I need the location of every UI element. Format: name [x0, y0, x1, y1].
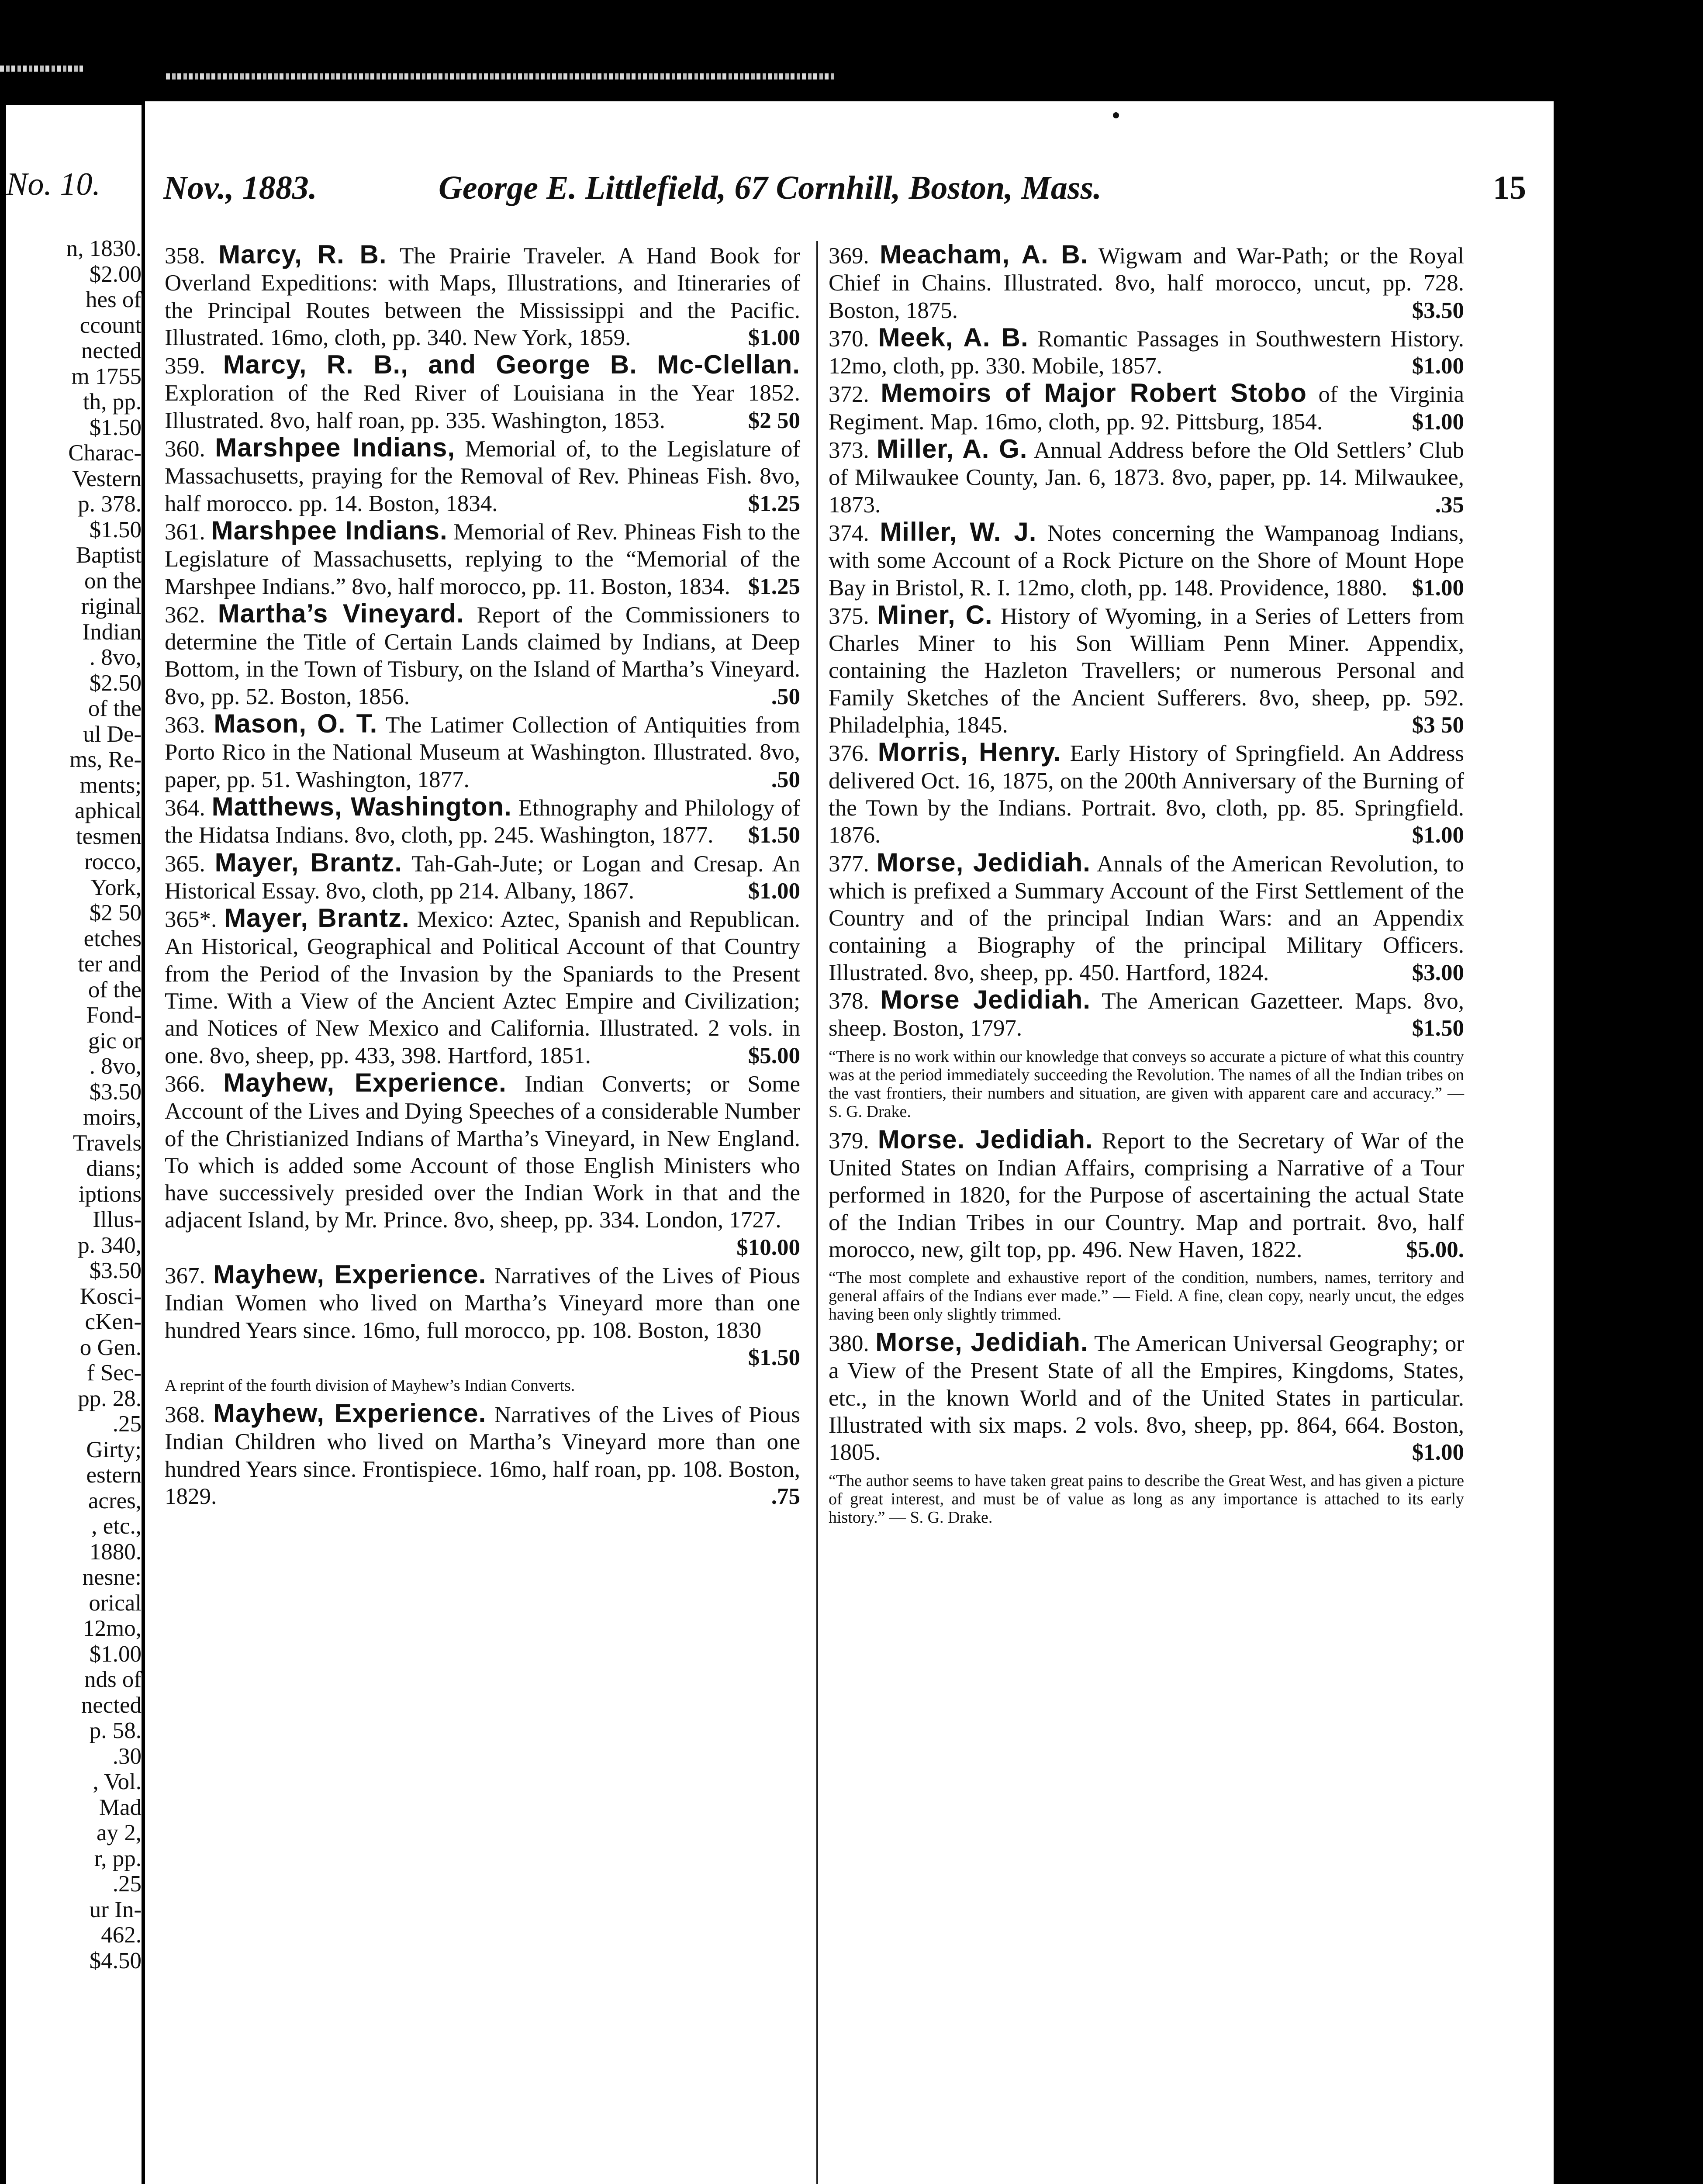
previous-page-line: $1.00: [89, 1641, 142, 1667]
previous-page-line: cKen-: [85, 1309, 142, 1334]
entry-price: $1.00: [1412, 822, 1464, 848]
previous-page-line: tesmen: [76, 823, 142, 849]
entry-price: .50: [771, 684, 800, 709]
previous-page-line: ay 2,: [96, 1820, 142, 1845]
entry-title: Matthews, Washington.: [211, 791, 512, 821]
previous-page-line: moirs,: [83, 1105, 142, 1130]
previous-page-line: p. 378.: [78, 491, 142, 517]
previous-page-header: No. 10.: [6, 166, 100, 202]
entry-description: Mexico: Aztec, Spanish and Republican. An Historical, Geographical and Political Account of that Country from the Period of the Invasion by the Spaniards to the Present Time. With a View of the Ancient Aztec Empire and Civilization; and Notices of New Mexico and California. Illustrated. 2 vols. in one. 8vo, sheep, pp. 433, 398. Hartford, 1851.: [165, 907, 800, 1068]
entry-description: The American Universal Geography; or a View of the Present State of all the Empires, Kingdoms, States, etc., in the known World and of the United States in particular. Illustrated with six maps. 2 vols. 8vo, sheep, pp. 864, 664. Boston, 1805.: [829, 1331, 1464, 1465]
entry-note: “There is no work within our knowledge that conveys so accurate a picture of what this country was at the period immediately succeeding the Revolution. The names of all the Indian tribes on the vast frontiers, their numbers and situation, are given with apparent care and accuracy.” — S. G. Drake.: [829, 1047, 1464, 1121]
entry-number: 365*.: [165, 907, 217, 933]
previous-page-line: gic or: [88, 1028, 142, 1054]
previous-page-line: Girty;: [86, 1437, 142, 1462]
catalog-entry: [165, 905, 800, 1069]
catalog-entry: [829, 1126, 1464, 1263]
entry-title: Morse. Jedidiah.: [877, 1124, 1093, 1154]
entry-number: 362.: [165, 602, 205, 628]
previous-page-line: n, 1830.: [66, 236, 142, 261]
entry-description: Tah-Gah-Jute; or Logan and Cresap. An Historical Essay. 8vo, cloth, pp 214. Albany, 1867.: [165, 851, 800, 904]
entry-description: History of Wyoming, in a Series of Letters from Charles Miner to his Son William Penn Miner. Appendix, containing the Hazleton Travellers; or numerous Personal and Family Sketches of the Ancient Sufferers. 8vo, sheep, pp. 592. Philadelphia, 1845.: [829, 603, 1464, 738]
page-header: [163, 169, 1526, 213]
catalog-entry: [829, 849, 1464, 986]
catalog-entry: [165, 1400, 800, 1510]
entry-number: 367.: [165, 1263, 205, 1289]
entry-number: 373.: [829, 438, 869, 463]
previous-page-line: Indian: [82, 619, 142, 645]
previous-page-line: f Sec-: [86, 1360, 142, 1386]
catalog-entry: [829, 518, 1464, 601]
entry-title: Mayhew, Experience.: [213, 1259, 487, 1289]
left-column: [165, 241, 800, 1510]
previous-page-line: ms, Re-: [69, 747, 142, 772]
entry-number: 370.: [829, 326, 869, 352]
entry-description: Report to the Secretary of War of the United States on Indian Affairs, comprising a Narrative of a Tour performed in 1820, for the Purpose of ascertaining the actual State of the Indian Tribes in our Country. Map and portrait. 8vo, half morocco, new, gilt top, pp. 496. New Haven, 1822.: [829, 1128, 1464, 1262]
entry-title: Morse, Jedidiah.: [875, 1327, 1088, 1357]
entry-number: 369.: [829, 243, 869, 269]
previous-page-line: ccount: [79, 312, 142, 338]
previous-page-line: , Vol.: [93, 1769, 142, 1794]
entry-title: Martha’s Vineyard.: [218, 598, 464, 628]
entry-price: $3 50: [1412, 712, 1464, 738]
previous-page-line: 1880.: [89, 1539, 142, 1565]
previous-page-line: on the: [84, 568, 142, 594]
entry-description: Narratives of the Lives of Pious Indian Women who lived on Martha’s Vineyard more than one hundred Years since. 16mo, full morocco, pp. 108. Boston, 1830: [165, 1263, 800, 1343]
entry-title: Marcy, R. B.: [218, 240, 387, 269]
header-publisher: George E. Littlefield, 67 Cornhill, Boston, Mass.: [439, 169, 1102, 206]
previous-page-line: , etc.,: [91, 1514, 142, 1539]
entry-price: .35: [1435, 492, 1464, 518]
previous-page-line: . 8vo,: [89, 1054, 142, 1079]
entry-description: Report of the Commissioners to determine the Title of Certain Lands claimed by Indians, at Deep Bottom, in the Town of Tisbury, on the Island of Martha’s Vineyard. 8vo, pp. 52. Boston, 1856.: [165, 602, 800, 709]
previous-page-line: $1.50: [89, 517, 142, 543]
catalog-entry: [165, 710, 800, 793]
entry-price: $3.50: [1412, 297, 1464, 323]
entry-price: $1.50: [748, 822, 800, 848]
entry-price: $1.00: [1412, 353, 1464, 379]
catalog-entry: [165, 1261, 800, 1371]
catalog-entry: [829, 380, 1464, 435]
previous-page-line: $2.50: [89, 670, 142, 696]
entry-description: Notes concerning the Wampanoag Indians, with some Account of a Rock Picture on the Shore of Mount Hope Bay in Bristol, R. I. 12mo, cloth, pp. 148. Providence, 1880.: [829, 520, 1465, 601]
previous-page-line: 462.: [101, 1922, 142, 1948]
page-number: 15: [1493, 169, 1526, 206]
previous-page-line: Mad: [99, 1794, 142, 1820]
catalog-entry: [165, 793, 800, 849]
entry-number: 372.: [829, 382, 869, 408]
previous-page-line: .25: [112, 1411, 142, 1437]
entry-number: 376.: [829, 741, 869, 767]
catalog-entry: [165, 600, 800, 710]
previous-page-line: ul De-: [83, 721, 142, 747]
entry-note: “The most complete and exhaustive report of the condition, numbers, names, territory and general affairs of the Indians ever made.” — Field. A fine, clean copy, nearly uncut, the edges having been only slightly trimmed.: [829, 1268, 1464, 1324]
entry-description: The Prairie Traveler. A Hand Book for Overland Expeditions: with Maps, Illustrations, and Itineraries of the Principal Routes between the Mississippi and the Pacific. Illustrated. 16mo, cloth, pp. 340. New York, 1859.: [165, 243, 801, 350]
entry-price: $2 50: [748, 408, 800, 433]
entry-description: Wigwam and War-Path; or the Royal Chief in Chains. Illustrated. 8vo, half morocco, uncut, pp. 728. Boston, 1875.: [829, 243, 1465, 323]
catalog-entry: [165, 241, 800, 351]
entry-description: Romantic Passages in Southwestern History. 12mo, cloth, pp. 330. Mobile, 1857.: [829, 326, 1465, 379]
entry-description: The American Gazetteer. Maps. 8vo, sheep. Boston, 1797.: [829, 988, 1465, 1041]
entry-price: $1.50: [1412, 1016, 1464, 1041]
entry-title: Marcy, R. B., and George B. Mc-Clellan.: [223, 350, 800, 380]
entry-price: $5.00: [748, 1043, 800, 1068]
previous-page-line: p. 58.: [89, 1718, 142, 1743]
header-date: Nov., 1883.: [163, 169, 317, 206]
catalog-entry: [829, 435, 1464, 518]
entry-title: Morse, Jedidiah.: [876, 847, 1091, 877]
entry-title: Meacham, A. B.: [880, 240, 1088, 269]
previous-page-line: dians;: [86, 1156, 142, 1181]
previous-page-line: 12mo,: [83, 1616, 142, 1641]
previous-page-line: nds of: [84, 1667, 142, 1692]
previous-page-line: York,: [90, 874, 142, 900]
entry-title: Morris, Henry.: [877, 737, 1061, 767]
previous-page-line: $4.50: [89, 1948, 142, 1973]
previous-page-line: Travels: [73, 1130, 142, 1156]
previous-page-line: Charac-: [68, 440, 142, 466]
entry-price: $1.00: [1412, 1440, 1464, 1465]
entry-description: Exploration of the Red River of Louisiana in the Year 1852. Illustrated. 8vo, half roan, pp. 335. Washington, 1853.: [165, 380, 800, 433]
scan-artifact: [166, 73, 834, 79]
previous-page-line: Kosci-: [79, 1283, 142, 1309]
ink-dot: [1113, 112, 1119, 118]
entry-title: Mason, O. T.: [214, 709, 378, 739]
entry-number: 366.: [165, 1071, 205, 1097]
entry-title: Miller, A. G.: [876, 434, 1028, 464]
previous-page-line: hes of: [85, 287, 142, 312]
entry-price: $1.00: [748, 325, 800, 350]
catalog-page: [145, 101, 1554, 2184]
entry-description: Indian Converts; or Some Account of the Lives and Dying Speeches of a considerable Number of the Christianized Indians of Martha’s Vineyard, in New England. To which is added some Account of those English Ministers who have successively presided over the Indian Work in that and the adjacent Island, by Mr. Prince. 8vo, sheep, pp. 334. London, 1727.: [165, 1071, 801, 1233]
previous-page-line: ments;: [79, 772, 142, 798]
previous-page-strip: [6, 105, 142, 2184]
previous-page-line: p. 340,: [78, 1232, 142, 1258]
entry-note: A reprint of the fourth division of Mayhew’s Indian Converts.: [165, 1376, 575, 1395]
previous-page-line: estern: [86, 1462, 142, 1488]
entry-price: $10.00: [736, 1234, 800, 1260]
entry-number: 378.: [829, 988, 869, 1014]
previous-page-line: $3.50: [89, 1079, 142, 1105]
entry-title: Miller, W. J.: [880, 517, 1037, 546]
entry-number: 364.: [165, 795, 205, 821]
previous-page-line: $2.00: [89, 261, 142, 287]
entry-price: $1.25: [748, 574, 800, 599]
previous-page-line: nected: [81, 1692, 142, 1718]
entry-number: 379.: [829, 1128, 869, 1154]
previous-page-line: . 8vo,: [89, 645, 142, 670]
previous-page-column: [6, 236, 142, 1973]
entry-price: $1.00: [1412, 409, 1464, 435]
entry-description: Early History of Springfield. An Address delivered Oct. 16, 1875, on the 200th Anniversary of the Burning of the Town by the Indians. Portrait. 8vo, cloth, pp. 85. Springfield. 1876.: [829, 741, 1465, 848]
entry-number: 368.: [165, 1402, 205, 1428]
entry-number: 360.: [165, 436, 205, 462]
previous-page-line: nected: [81, 338, 142, 363]
entry-description: Annual Address before the Old Settlers’ Club of Milwaukee County, Jan. 6, 1873. 8vo, paper, pp. 14. Milwaukee, 1873.: [829, 438, 1464, 518]
entry-title: Meek, A. B.: [878, 322, 1029, 352]
entry-description: Memorial of, to the Legislature of Massachusetts, praying for the Removal of Rev. Phineas Fish. 8vo, half morocco. pp. 14. Boston, 1834.: [165, 436, 801, 516]
previous-page-line: m 1755: [71, 363, 142, 389]
previous-page-line: riginal: [81, 594, 142, 619]
entry-number: 380.: [829, 1331, 869, 1357]
entry-title: Morse Jedidiah.: [880, 985, 1091, 1015]
previous-page-line: $2 50: [89, 900, 142, 926]
previous-page-line: .25: [112, 1871, 142, 1897]
catalog-entry: [829, 1329, 1464, 1466]
previous-page-line: r, pp.: [94, 1845, 142, 1871]
right-column: [829, 241, 1464, 1532]
previous-page-line: acres,: [88, 1488, 142, 1514]
previous-page-line: Vestern: [72, 466, 142, 491]
entry-number: 375.: [829, 603, 869, 629]
catalog-entry: [829, 324, 1464, 380]
catalog-entry: [165, 517, 800, 600]
entry-note: “The author seems to have taken great pains to describe the Great West, and has given a picture of great interest, and must be of value as long as any importance is attached to its early history.” — S. G. Drake.: [829, 1471, 1464, 1527]
previous-page-line: o Gen.: [79, 1334, 142, 1360]
catalog-entry: [165, 849, 800, 905]
previous-page-line: rocco,: [84, 849, 142, 874]
entry-price: .50: [771, 767, 800, 792]
entry-title: Miner, C.: [877, 600, 993, 629]
previous-page-line: orical: [89, 1590, 142, 1616]
catalog-entry: [829, 986, 1464, 1042]
previous-page-line: $3.50: [89, 1258, 142, 1283]
entry-description: The Latimer Collection of Antiquities from Porto Rico in the National Museum at Washington. Illustrated. 8vo, paper, pp. 51. Washington, 1877.: [165, 712, 800, 792]
entry-number: 365.: [165, 851, 205, 877]
entry-title: Marshpee Indians,: [215, 433, 456, 463]
entry-title: Mayer, Brantz.: [224, 903, 410, 933]
previous-page-line: of the: [88, 977, 142, 1002]
previous-page-line: th, pp.: [83, 389, 142, 415]
entry-price: $5.00.: [1406, 1237, 1464, 1262]
entry-title: Marshpee Indians.: [211, 515, 448, 545]
catalog-entry: [829, 241, 1464, 324]
previous-page-line: Baptist: [76, 543, 142, 568]
catalog-entry: [165, 434, 800, 517]
entry-number: 358.: [165, 243, 205, 269]
previous-page-line: .30: [112, 1743, 142, 1769]
entry-description: Ethnography and Philology of the Hidatsa Indians. 8vo, cloth, pp. 245. Washington, 1877.: [165, 795, 801, 848]
previous-page-line: ur In-: [89, 1897, 142, 1922]
previous-page-line: of the: [88, 696, 142, 721]
entry-title: Mayer, Brantz.: [214, 847, 403, 877]
entry-number: 377.: [829, 851, 869, 877]
column-divider: [816, 241, 818, 2184]
previous-page-line: Fond-: [86, 1002, 142, 1028]
entry-description: Narratives of the Lives of Pious Indian Children who lived on Martha’s Vineyard more than one hundred Years since. Frontispiece. 16mo, half roan, pp. 108. Boston, 1829.: [165, 1402, 800, 1510]
entry-title: Memoirs of Major Robert Stobo: [881, 378, 1307, 408]
entry-title: Mayhew, Experience.: [223, 1068, 507, 1097]
previous-page-line: aphical: [74, 798, 142, 823]
entry-number: 359.: [165, 353, 205, 379]
catalog-entry: [829, 739, 1464, 849]
previous-page-line: etches: [83, 926, 142, 951]
previous-page-line: $1.50: [89, 415, 142, 440]
entry-price: $1.25: [748, 491, 800, 516]
previous-page-line: nesne:: [82, 1565, 142, 1590]
previous-page-line: iptions: [78, 1181, 142, 1207]
entry-number: 361.: [165, 519, 205, 545]
entry-description: of the Virginia Regiment. Map. 16mo, cloth, pp. 92. Pittsburg, 1854.: [829, 382, 1464, 435]
catalog-entry: [165, 1069, 800, 1261]
entry-number: 363.: [165, 712, 205, 738]
entry-description: Annals of the American Revolution, to which is prefixed a Summary Account of the First Settlement of the Country and of the principal Indian Wars: and an Appendix containing a Biography of the principal Military Officers. Illustrated. 8vo, sheep, pp. 450. Hartford, 1824.: [829, 851, 1464, 985]
entry-price: .75: [771, 1484, 800, 1510]
entry-number: 374.: [829, 520, 869, 546]
entry-title: Mayhew, Experience.: [213, 1399, 487, 1428]
catalog-entry: [165, 351, 800, 434]
entry-price: $1.00: [1412, 575, 1464, 601]
catalog-entry: [829, 601, 1464, 739]
entry-price: $1.50: [748, 1344, 800, 1370]
previous-page-line: Illus-: [93, 1207, 142, 1232]
entry-price: $3.00: [1412, 960, 1464, 985]
previous-page-line: pp. 28.: [78, 1386, 142, 1411]
entry-price: $1.00: [748, 878, 800, 904]
entry-description: Memorial of Rev. Phineas Fish to the Legislature of Massachusetts, replying to the “Memorial of the Marshpee Indians.” 8vo, half morocco, pp. 11. Boston, 1834.: [165, 519, 801, 599]
scan-artifact: [0, 66, 83, 72]
previous-page-line: ter and: [78, 951, 142, 977]
